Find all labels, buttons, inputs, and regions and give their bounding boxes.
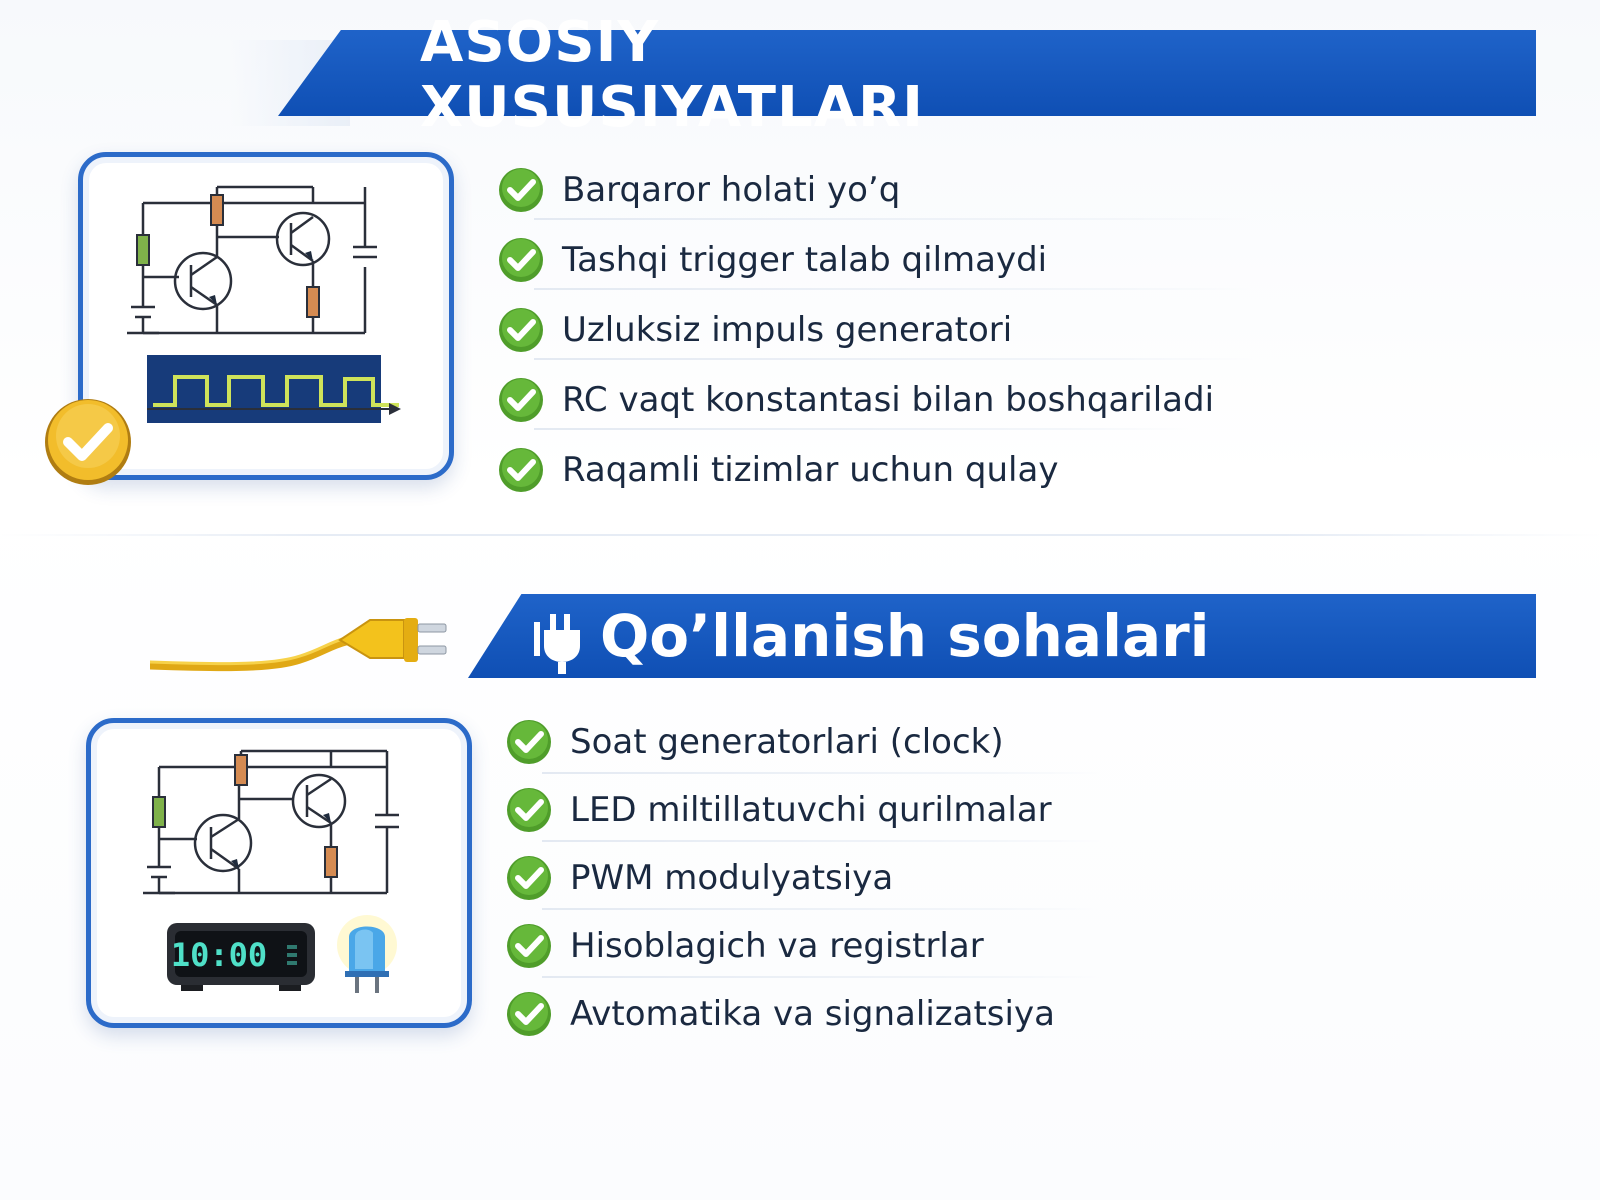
clock-display: 10:00 (170, 936, 268, 974)
list-item (506, 848, 893, 908)
feature-label: RC vaqt konstantasi bilan boshqariladi (562, 380, 1215, 420)
feature-label: Uzluksiz impuls generatori (562, 310, 1013, 350)
digital-clock-icon (167, 923, 315, 991)
check-circle-icon (498, 237, 544, 283)
check-circle-icon (498, 447, 544, 493)
divider (542, 908, 1102, 910)
list-item (498, 440, 1058, 500)
divider (534, 218, 1254, 220)
section-1-illustration-card (78, 152, 454, 480)
list-item (506, 984, 1055, 1044)
check-circle-icon (506, 787, 552, 833)
divider (534, 288, 1254, 290)
power-plug-icon (150, 596, 450, 680)
application-label: Hisoblagich va registrlar (570, 926, 984, 966)
section-1-title: ASOSIY XUSUSIYATLARI (420, 10, 924, 140)
check-circle-icon (506, 923, 552, 969)
section-2-illustration-card (86, 718, 472, 1028)
section-2-application-list (506, 712, 1506, 1072)
list-item (506, 916, 984, 976)
circuit-with-clock-and-led (91, 723, 467, 1023)
list-item (498, 370, 1214, 430)
application-label: LED miltillatuvchi qurilmalar (570, 790, 1052, 830)
feature-label: Barqaror holati yo’q (562, 170, 901, 210)
astable-multivibrator-circuit (83, 157, 449, 475)
divider (534, 358, 1254, 360)
divider (542, 772, 1102, 774)
application-label: PWM modulyatsiya (570, 858, 894, 898)
check-circle-icon (506, 991, 552, 1037)
list-item (506, 780, 1052, 840)
application-label: Avtomatika va signalizatsiya (570, 994, 1055, 1034)
check-circle-icon (498, 307, 544, 353)
check-circle-icon (506, 719, 552, 765)
feature-label: Tashqi trigger talab qilmaydi (562, 240, 1048, 280)
check-circle-icon (506, 855, 552, 901)
section-2-title: Qo’llanish sohalari (600, 602, 1210, 670)
application-label: Soat generatorlari (clock) (570, 722, 1004, 762)
check-circle-icon (498, 167, 544, 213)
list-item (498, 160, 900, 220)
check-circle-icon (498, 377, 544, 423)
list-item (498, 300, 1012, 360)
divider (534, 428, 1194, 430)
gold-check-badge-icon (42, 396, 134, 488)
list-item (498, 230, 1047, 290)
section-1-feature-list (498, 160, 1498, 520)
section-divider (0, 534, 1600, 536)
led-icon (337, 915, 397, 993)
plug-icon (534, 612, 590, 676)
divider (542, 840, 1102, 842)
divider (542, 976, 1102, 978)
feature-label: Raqamli tizimlar uchun qulay (562, 450, 1059, 490)
list-item (506, 712, 1004, 772)
